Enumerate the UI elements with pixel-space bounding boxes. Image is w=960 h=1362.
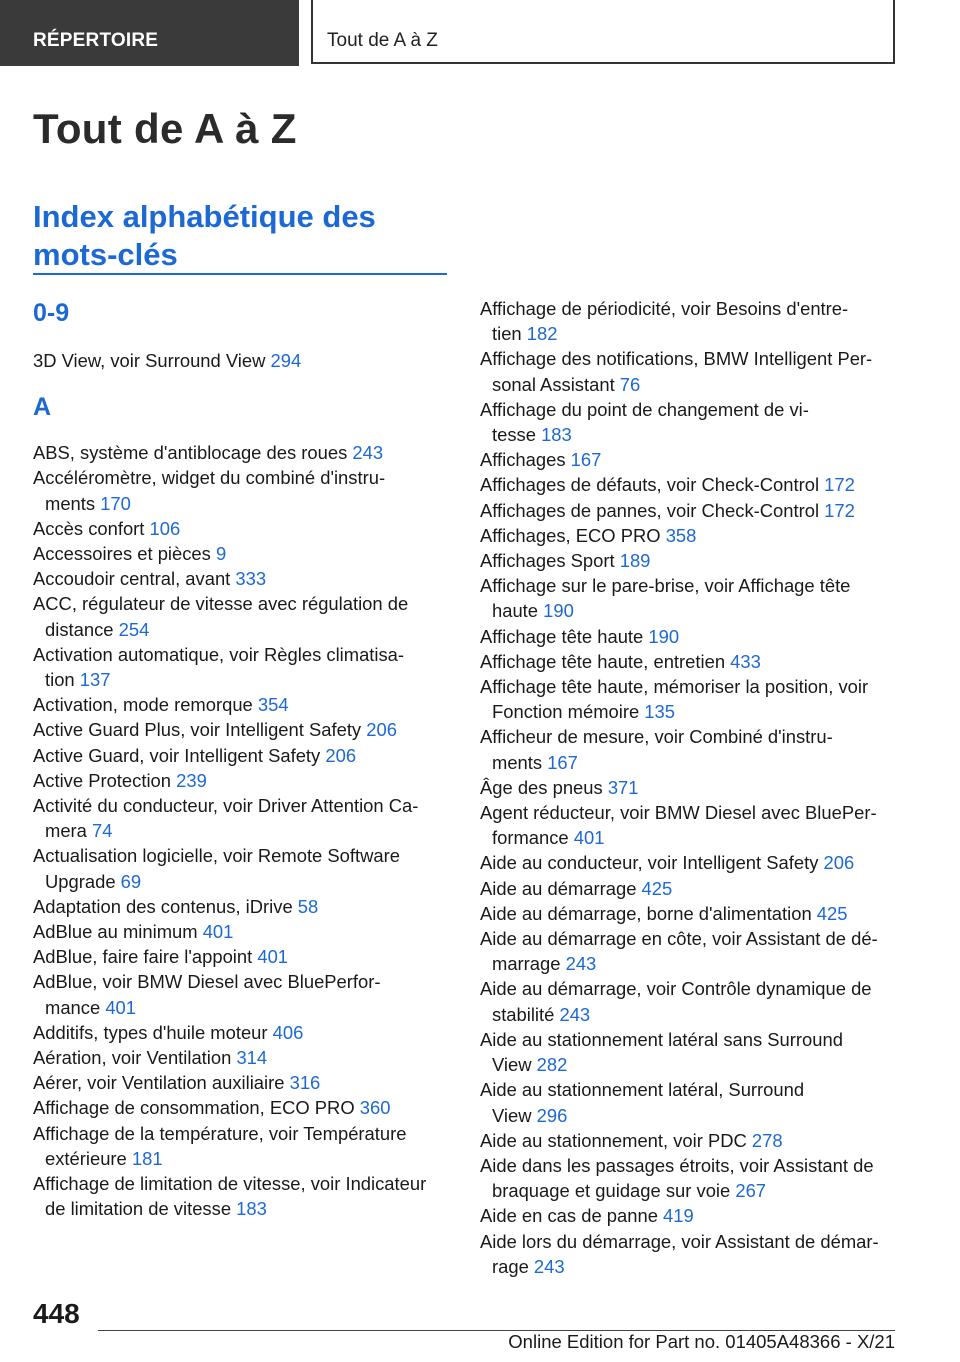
index-entry: [480, 926, 895, 951]
index-entry: [33, 843, 448, 868]
page-reference-link[interactable]: 9: [215, 543, 227, 565]
index-entry-text: sonal Assistant: [492, 373, 620, 395]
page-number: 448: [33, 1298, 80, 1329]
index-entry: [480, 1128, 895, 1153]
page-reference-link[interactable]: 360: [359, 1097, 391, 1119]
index-entry-text: View: [492, 1104, 537, 1126]
page-reference-link[interactable]: 189: [619, 550, 651, 572]
page-reference-link[interactable]: 137: [79, 669, 111, 691]
index-entry-text: Aérer, voir Ventilation auxiliaire: [33, 1072, 290, 1094]
index-entry: [480, 901, 895, 926]
index-entry-text: Accessoires et pièces: [33, 543, 216, 565]
page-reference-link[interactable]: 314: [236, 1047, 268, 1069]
page-reference-link[interactable]: 172: [824, 474, 855, 496]
index-entry-text: Afficheur de mesure, voir Combiné d'instru-: [480, 726, 833, 748]
index-entry-text: Aide au démarrage: [480, 877, 642, 899]
page-reference-link[interactable]: 333: [235, 568, 267, 590]
index-entry-text: Aide au conducteur, voir Intelligent Safety: [480, 852, 824, 874]
index-entry: [33, 1121, 448, 1146]
index-entry: [33, 1146, 448, 1171]
index-entry-text: Affichage sur le pare-brise, voir Affichage tête: [480, 575, 851, 597]
index-column-right: [480, 296, 895, 1279]
index-entry: [480, 699, 895, 724]
index-entry-text: Affichages Sport: [480, 550, 620, 572]
index-column-left: [33, 298, 448, 1222]
index-entry: [480, 649, 895, 674]
index-entry: [480, 624, 895, 649]
spacer: [33, 373, 448, 392]
index-entry-text: Activation, mode remorque: [33, 694, 258, 716]
page-reference-link[interactable]: 69: [120, 870, 142, 892]
index-entry: [480, 548, 895, 573]
index-entry: [480, 346, 895, 371]
index-entry: [480, 951, 895, 976]
page-reference-link[interactable]: 239: [176, 769, 207, 791]
page-reference-link[interactable]: 243: [352, 442, 384, 464]
index-entry-text: braquage et guidage sur voie: [492, 1180, 736, 1202]
index-entry-text: Affichage de limitation de vitesse, voir Indicateur: [33, 1173, 427, 1195]
index-entry: [33, 516, 448, 541]
index-entry: [480, 775, 895, 800]
index-entry-text: Affichage tête haute: [480, 625, 649, 647]
page-reference-link[interactable]: 106: [149, 517, 181, 539]
index-entry: [33, 818, 448, 843]
index-entry-text: Aide au démarrage, voir Contrôle dynamique de: [480, 978, 872, 1000]
page-reference-link[interactable]: 278: [751, 1129, 783, 1151]
index-entry-text: Upgrade: [45, 870, 121, 892]
page-reference-link[interactable]: 294: [270, 350, 302, 371]
index-entry-text: Activation automatique, voir Règles climatisa-: [33, 643, 405, 665]
index-entry-text: Active Guard, voir Intelligent Safety: [33, 744, 326, 766]
index-entry: [33, 440, 448, 465]
index-entry: [33, 692, 448, 717]
index-entry-text: Aide lors du démarrage, voir Assistant de démar-: [480, 1230, 879, 1252]
index-entry: [33, 348, 448, 373]
index-entry: [33, 465, 448, 490]
section-tab[interactable]: RÉPERTOIRE: [0, 0, 299, 66]
page-reference-link[interactable]: 401: [105, 996, 136, 1018]
index-entry-text: Active Protection: [33, 769, 177, 791]
index-entry: [33, 944, 448, 969]
page-reference-link[interactable]: 419: [663, 1205, 694, 1227]
index-entry-text: Aide dans les passages étroits, voir Assistant de: [480, 1154, 874, 1176]
page-reference-link[interactable]: 282: [536, 1054, 568, 1076]
page-reference-link[interactable]: 183: [236, 1198, 267, 1220]
page-reference-link[interactable]: 170: [100, 492, 131, 514]
index-entry: [480, 372, 895, 397]
page-reference-link[interactable]: 167: [570, 449, 602, 471]
index-entry: [33, 919, 448, 944]
page-reference-link[interactable]: 425: [816, 902, 848, 924]
index-entry: [480, 1103, 895, 1128]
index-entry-text: Affichages: [480, 449, 571, 471]
index-entry: [480, 724, 895, 749]
index-entry-text: Actualisation logicielle, voir Remote Software: [33, 845, 400, 867]
index-entry: [33, 1196, 448, 1221]
section-heading-0-9: 0-9: [33, 299, 70, 327]
index-entry-text: Affichage des notifications, BMW Intelligent Per-: [480, 348, 873, 370]
index-entry: [480, 397, 895, 422]
index-entry-text: Affichage de consommation, ECO PRO: [33, 1097, 360, 1119]
index-entry: [480, 976, 895, 1001]
index-entry-text: AdBlue, voir BMW Diesel avec BluePerfor-: [33, 971, 381, 993]
index-entry: [33, 591, 448, 616]
page-reference-link[interactable]: 181: [131, 1147, 163, 1169]
index-entry-text: Active Guard Plus, voir Intelligent Safety: [33, 719, 367, 741]
index-entry: [480, 296, 895, 321]
index-entry-text: extérieure: [45, 1147, 132, 1169]
index-entry: [33, 995, 448, 1020]
page-reference-link[interactable]: 135: [644, 701, 675, 723]
page-reference-link[interactable]: 354: [257, 694, 289, 716]
index-entry-text: de limitation de vitesse: [45, 1198, 237, 1220]
index-entry: [33, 617, 448, 642]
page-reference-link[interactable]: 206: [823, 852, 855, 874]
page-reference-link[interactable]: 190: [648, 625, 680, 647]
page-reference-link[interactable]: 167: [547, 751, 578, 773]
index-entry: [480, 876, 895, 901]
index-entry-text: Aide au démarrage, borne d'alimentation: [480, 902, 817, 924]
index-entry-text: Accéléromètre, widget du combiné d'instru-: [33, 467, 386, 489]
index-entry-text: Activité du conducteur, voir Driver Attention Ca-: [33, 795, 419, 817]
index-entry: [33, 869, 448, 894]
page-reference-link[interactable]: 254: [118, 618, 150, 640]
page-reference-link[interactable]: 358: [665, 524, 697, 546]
index-entry-text: Affichage tête haute, entretien: [480, 650, 731, 672]
page-reference-link[interactable]: 401: [257, 946, 289, 968]
page-reference-link[interactable]: 316: [289, 1072, 321, 1094]
index-entry: [480, 1178, 895, 1203]
index-entry-text: mance: [45, 996, 106, 1018]
index-entry: [480, 1027, 895, 1052]
index-entry-text: View: [492, 1054, 537, 1076]
index-entry: [480, 825, 895, 850]
header-bar: [0, 0, 960, 66]
index-entry-text: AdBlue, faire faire l'appoint: [33, 946, 258, 968]
index-entry: [480, 800, 895, 825]
index-entry: [480, 750, 895, 775]
page-reference-link[interactable]: 183: [541, 424, 572, 446]
footer-edition: Online Edition for Part no. 01405A48366 - X/21: [508, 1331, 895, 1352]
index-entry-text: tien: [492, 323, 527, 345]
index-entry: [480, 523, 895, 548]
index-entry: [33, 667, 448, 692]
index-entry-text: formance: [492, 827, 574, 849]
index-entry-text: Aide au stationnement latéral sans Surround: [480, 1028, 843, 1050]
page-subtitle: Index alphabétique des mots-clés: [33, 199, 376, 272]
title-rule: [33, 273, 447, 275]
index-entry-text: Âge des pneus: [480, 776, 608, 798]
index-entry-text: tion: [45, 669, 80, 691]
page-reference-link[interactable]: 172: [824, 499, 855, 521]
index-entry: [33, 1020, 448, 1045]
index-entry-text: Fonction mémoire: [492, 701, 645, 723]
entries-right: [480, 296, 895, 1279]
index-entry: [33, 793, 448, 818]
index-entry: [480, 422, 895, 447]
index-entry-text: Additifs, types d'huile moteur: [33, 1021, 273, 1043]
page-reference-link[interactable]: 206: [325, 744, 357, 766]
index-entry-text: 3D View, voir Surround View: [33, 350, 271, 371]
section-heading-a: A: [33, 393, 52, 422]
index-entry: [33, 969, 448, 994]
index-entry: [480, 1203, 895, 1228]
page-reference-link[interactable]: 58: [297, 895, 319, 917]
index-entry-text: Aide au stationnement, voir PDC: [480, 1129, 752, 1151]
page-reference-link[interactable]: 76: [619, 373, 641, 395]
index-entry: [480, 674, 895, 699]
index-entry-text: ACC, régulateur de vitesse avec régulation de: [33, 593, 409, 615]
page-reference-link[interactable]: 401: [202, 921, 234, 943]
index-entry: [480, 1002, 895, 1027]
index-entry-text: Aération, voir Ventilation: [33, 1047, 237, 1069]
entries-a: [33, 440, 448, 1221]
index-entry: [480, 1229, 895, 1254]
index-entry-text: AdBlue au minimum: [33, 921, 203, 943]
index-entry-text: Affichages de pannes, voir Check-Control: [480, 499, 825, 521]
entries-0-9: [33, 348, 448, 373]
index-entry-text: Aide au stationnement latéral, Surround: [480, 1079, 805, 1101]
index-entry-text: Agent réducteur, voir BMW Diesel avec BluePer-: [480, 802, 877, 824]
index-entry-text: Accoudoir central, avant: [33, 568, 236, 590]
index-entry-text: Affichage de la température, voir Température: [33, 1122, 407, 1144]
index-entry: [33, 1070, 448, 1095]
index-entry: [480, 447, 895, 472]
index-entry: [33, 768, 448, 793]
page-reference-link[interactable]: 406: [272, 1021, 304, 1043]
chapter-tab[interactable]: Tout de A à Z: [311, 0, 895, 64]
index-entry-text: Accès confort: [33, 517, 150, 539]
index-entry: [480, 598, 895, 623]
page-reference-link[interactable]: 425: [641, 877, 673, 899]
index-entry-text: Adaptation des contenus, iDrive: [33, 895, 298, 917]
index-entry-text: ments: [492, 751, 548, 773]
index-entry: [33, 1095, 448, 1120]
index-entry: [33, 717, 448, 742]
index-entry-text: haute: [492, 600, 544, 622]
index-entry: [480, 1254, 895, 1279]
index-entry: [33, 541, 448, 566]
page-reference-link[interactable]: 74: [92, 820, 113, 842]
index-entry: [33, 1045, 448, 1070]
index-entry-text: Affichage du point de changement de vi-: [480, 398, 809, 420]
index-entry-text: Aide au démarrage en côte, voir Assistant de dé-: [480, 928, 878, 950]
index-entry-text: ments: [45, 492, 101, 514]
index-entry: [33, 894, 448, 919]
index-entry-text: mera: [45, 820, 93, 842]
index-entry: [480, 850, 895, 875]
page-reference-link[interactable]: 371: [607, 776, 639, 798]
index-entry: [480, 573, 895, 598]
page-title: Tout de A à Z: [33, 105, 297, 152]
index-entry-text: Aide en cas de panne: [480, 1205, 664, 1227]
page-reference-link[interactable]: 182: [526, 323, 558, 345]
index-entry-text: marrage: [492, 953, 566, 975]
index-entry: [33, 743, 448, 768]
index-entry-text: distance: [45, 618, 119, 640]
index-entry-text: ABS, système d'antiblocage des roues: [33, 442, 353, 464]
page-reference-link[interactable]: 433: [730, 650, 761, 672]
index-entry-text: Affichages de défauts, voir Check-Control: [480, 474, 825, 496]
index-entry: [480, 1077, 895, 1102]
index-entry-text: tesse: [492, 424, 542, 446]
index-entry: [33, 642, 448, 667]
page-reference-link[interactable]: 296: [536, 1104, 568, 1126]
index-entry: [480, 1052, 895, 1077]
page-reference-link[interactable]: 243: [559, 1003, 591, 1025]
index-entry: [480, 321, 895, 346]
index-entry: [33, 1171, 448, 1196]
index-entry: [33, 566, 448, 591]
index-entry-text: Affichage tête haute, mémoriser la position, voir: [480, 676, 869, 698]
page-reference-link[interactable]: 267: [735, 1180, 767, 1202]
index-entry: [480, 472, 895, 497]
index-entry-text: stabilité: [492, 1003, 560, 1025]
index-entry-text: Affichages, ECO PRO: [480, 524, 666, 546]
page-reference-link[interactable]: 190: [543, 600, 574, 622]
index-entry-text: rage: [492, 1255, 534, 1277]
page-reference-link[interactable]: 243: [565, 953, 597, 975]
index-entry: [480, 498, 895, 523]
page-reference-link[interactable]: 243: [533, 1255, 565, 1277]
index-entry: [480, 1153, 895, 1178]
index-entry: [33, 491, 448, 516]
index-entry-text: Affichage de périodicité, voir Besoins d'entre-: [480, 298, 849, 319]
page-reference-link[interactable]: 206: [366, 719, 397, 741]
page-reference-link[interactable]: 401: [573, 827, 605, 849]
